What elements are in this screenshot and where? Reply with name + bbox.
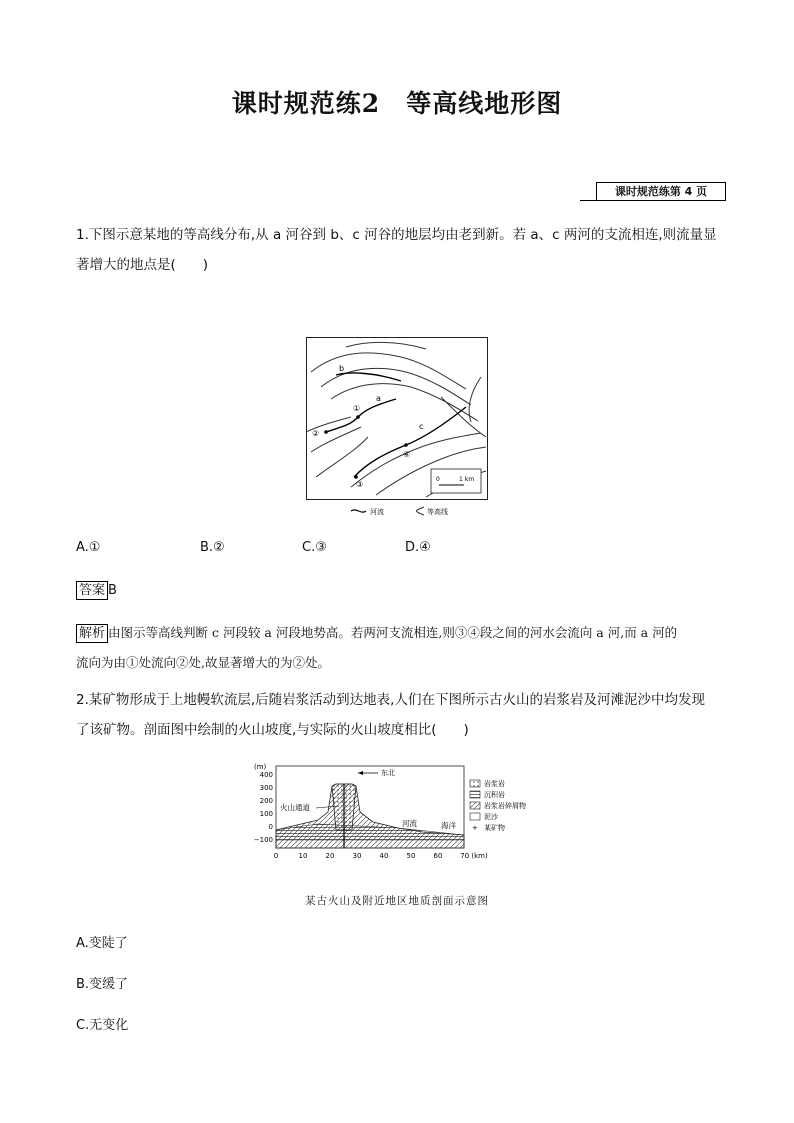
river-symbol-icon <box>351 510 366 512</box>
scale-zero: 0 <box>436 476 440 483</box>
north-label: 东北 <box>381 769 395 777</box>
contour-map <box>306 337 488 529</box>
mineral-marker-icon: + <box>472 824 478 832</box>
answer-value: B <box>108 583 117 598</box>
page-title: 课时规范练2 等高线地形图 <box>231 89 563 118</box>
label-a: a <box>376 394 381 403</box>
label-point-3: ③ <box>356 480 364 489</box>
legend-debris-swatch <box>470 802 480 809</box>
legend-sedimentary: 沉积岩 <box>484 791 505 799</box>
legend-mineral: 某矿物 <box>484 824 505 832</box>
geologic-profile <box>248 760 560 864</box>
y-tick-0: 0 <box>268 823 273 831</box>
option-2a: A.变陡了 <box>76 936 128 951</box>
y-tick-100: 100 <box>259 810 273 818</box>
point-3-marker <box>354 475 358 479</box>
y-tick-300: 300 <box>259 784 273 792</box>
x-tick-60: 60 <box>433 852 443 860</box>
point-1-marker <box>356 415 360 419</box>
option-2b: B.变缓了 <box>76 977 129 992</box>
x-tick-30: 30 <box>352 852 362 860</box>
vent-label: 火山通道 <box>280 803 310 812</box>
y-unit: (m) <box>254 763 267 771</box>
question-1-line2: 著增大的地点是( ) <box>76 257 209 273</box>
question-1-line1: 1.下图示意某地的等高线分布,从 a 河谷到 b、c 河谷的地层均由老到新。若 a、c 两河的支流相连,则流量显 <box>76 227 717 243</box>
label-b: b <box>339 364 345 373</box>
label-point-1: ① <box>353 404 361 413</box>
label-point-2: ② <box>312 429 320 438</box>
y-tick-200: 200 <box>259 797 273 805</box>
point-4-marker <box>404 443 408 447</box>
option-b: B.② <box>200 540 225 555</box>
profile-caption: 某古火山及附近地区地质剖面示意图 <box>305 895 489 907</box>
legend-sand-swatch <box>470 813 480 820</box>
answer-label: 答案 <box>76 581 108 600</box>
x-tick-50: 50 <box>406 852 416 860</box>
option-c: C.③ <box>302 540 327 555</box>
y-tick-400: 400 <box>259 771 273 779</box>
explain-label: 解析 <box>76 624 108 643</box>
option-d: D.④ <box>405 540 431 555</box>
question-2-line1: 2.某矿物形成于上地幔软流层,后随岩浆活动到达地表,人们在下图所示古火山的岩浆岩及河滩泥沙中均发现 <box>76 692 705 708</box>
legend-debris: 岩浆岩碎屑物 <box>484 802 526 810</box>
option-2c: C.无变化 <box>76 1018 129 1033</box>
x-tick-20: 20 <box>325 852 335 860</box>
river-label: 河流 <box>402 819 417 828</box>
legend-igneous-swatch <box>470 780 480 787</box>
legend-sand: 泥沙 <box>484 813 498 821</box>
page-tag-underline <box>580 200 596 201</box>
y-tick-neg100: −100 <box>253 836 273 844</box>
option-a: A.① <box>76 540 101 555</box>
question-2-line2: 了该矿物。剖面图中绘制的火山坡度,与实际的火山坡度相比( ) <box>76 722 469 738</box>
legend-sedimentary-swatch <box>470 791 480 798</box>
answer-row <box>76 581 117 600</box>
contour-symbol-icon <box>417 507 425 515</box>
question-2 <box>76 685 728 745</box>
scale-distance: 1 km <box>459 476 475 483</box>
x-tick-70: 70 (km) <box>460 852 488 860</box>
legend-river: 河流 <box>370 508 384 516</box>
x-tick-0: 0 <box>273 852 279 860</box>
explain-line2: 流向为由①处流向②处,故显著增大的为②处。 <box>76 655 330 670</box>
label-c: c <box>419 422 424 431</box>
explain-line1: 由图示等高线判断 c 河段较 a 河段地势高。若两河支流相连,则③④段之间的河水会流向 a 河,而 a 河的 <box>108 625 678 640</box>
point-2-marker <box>324 430 328 434</box>
question-1 <box>76 220 728 280</box>
sea-label: 海洋 <box>441 821 456 830</box>
legend-igneous: 岩浆岩 <box>484 780 505 788</box>
x-tick-10: 10 <box>298 852 308 860</box>
label-point-4: ④ <box>403 450 411 459</box>
x-tick-40: 40 <box>379 852 389 860</box>
explanation <box>76 618 728 678</box>
page-tag: 课时规范练第 4 页 <box>596 182 726 201</box>
legend-contour: 等高线 <box>427 508 448 516</box>
